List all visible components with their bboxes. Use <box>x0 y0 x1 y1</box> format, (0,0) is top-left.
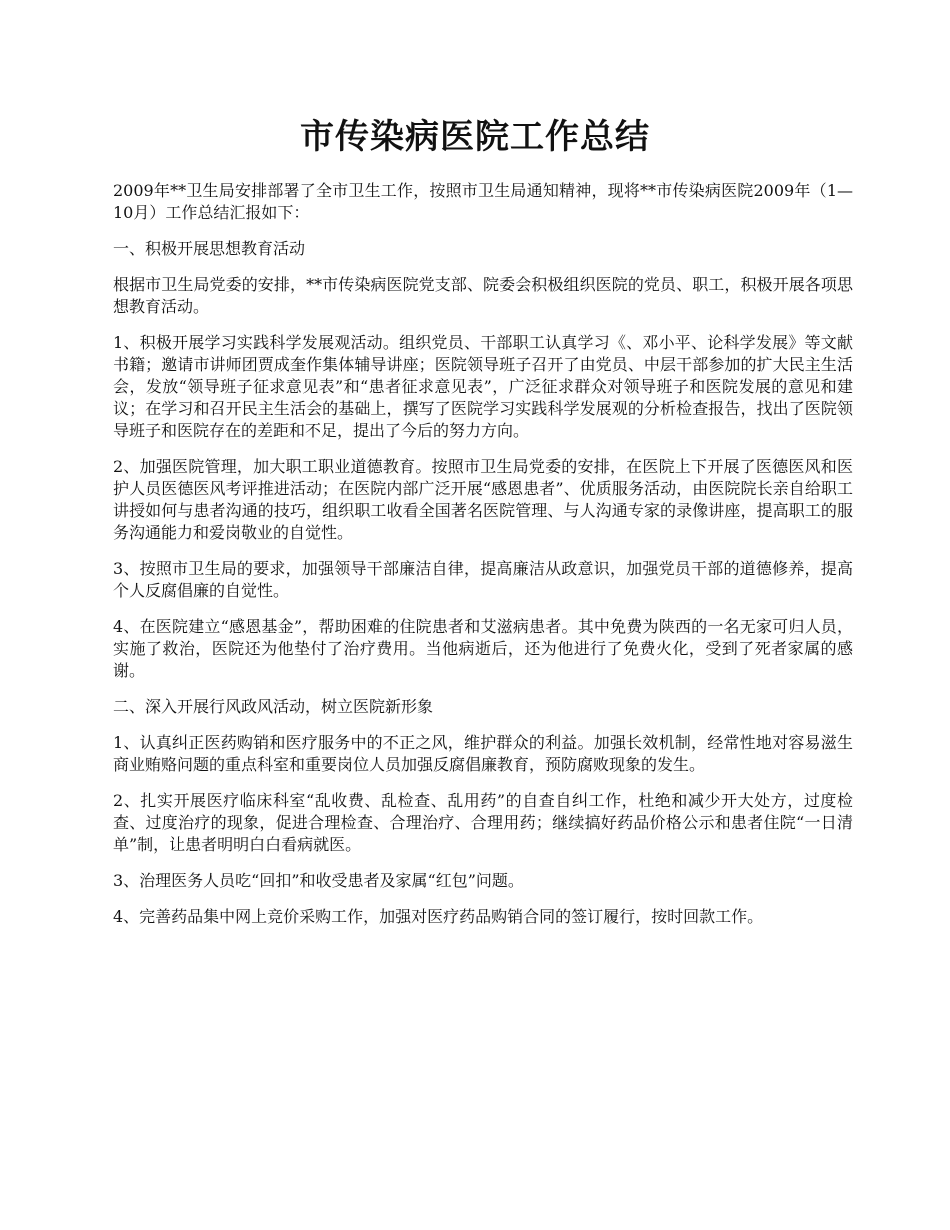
section-2-item-3: 3、治理医务人员吃“回扣”和收受患者及家属“红包”问题。 <box>113 871 524 890</box>
section-heading-1: 一、积极开展思想教育活动 <box>113 239 306 258</box>
section-1-intro: 根据市卫生局党委的安排，**市传染病医院党支部、院委会积极组织医院的党员、职工，积极开展各项思想教育活动。 <box>113 275 853 316</box>
section-2-item-2: 2、扎实开展医疗临床科室“乱收费、乱检查、乱用药”的自查自纠工作，杜绝和减少开大处方，过度检查、过度治疗的现象，促进合理检查、合理治疗、合理用药；继续搞好药品价格公示和患者住院“一日清单”制，让患者明明白白看病就医。 <box>113 791 853 854</box>
section-heading-2: 二、深入开展行风政风活动，树立医院新形象 <box>113 697 434 716</box>
document-body <box>113 180 853 942</box>
section-1-item-2: 2、加强医院管理，加大职工职业道德教育。按照市卫生局党委的安排，在医院上下开展了医德医风和医护人员医德医风考评推进活动；在医院内部广泛开展“感恩患者”、优质服务活动，由医院院长亲自给职工讲授如何与患者沟通的技巧，组织职工收看全国著名医院管理、与人沟通专家的录像讲座，提高职工的服务沟通能力和爱岗敬业的自觉性。 <box>113 457 853 542</box>
page-title: 市传染病医院工作总结 <box>300 117 650 157</box>
section-2-item-4: 4、完善药品集中网上竞价采购工作，加强对医疗药品购销合同的签订履行，按时回款工作。 <box>113 907 764 926</box>
intro-paragraph: 2009年**卫生局安排部署了全市卫生工作，按照市卫生局通知精神，现将**市传染病医院2009年（1—10月）工作总结汇报如下： <box>113 181 853 222</box>
section-1-item-3: 3、按照市卫生局的要求，加强领导干部廉洁自律，提高廉洁从政意识，加强党员干部的道德修养，提高个人反腐倡廉的自觉性。 <box>113 559 853 600</box>
section-1-item-4: 4、在医院建立“感恩基金”，帮助困难的住院患者和艾滋病患者。其中免费为陕西的一名无家可归人员，实施了救治，医院还为他垫付了治疗费用。当他病逝后，还为他进行了免费火化，受到了死者家属的感谢。 <box>113 617 853 680</box>
section-1-item-1: 1、积极开展学习实践科学发展观活动。组织党员、干部职工认真学习《、邓小平、论科学发展》等文献书籍；邀请市讲师团贾成奎作集体辅导讲座；医院领导班子召开了由党员、中层干部参加的扩大民主生活会，发放“领导班子征求意见表”和“患者征求意见表”，广泛征求群众对领导班子和医院发展的意见和建议；在学习和召开民主生活会的基础上，撰写了医院学习实践科学发展观的分析检查报告，找出了医院领导班子和医院存在的差距和不足，提出了今后的努力方向。 <box>113 333 853 440</box>
section-2-item-1: 1、认真纠正医药购销和医疗服务中的不正之风，维护群众的利益。加强长效机制，经常性地对容易滋生商业贿赂问题的重点科室和重要岗位人员加强反腐倡廉教育，预防腐败现象的发生。 <box>113 733 853 774</box>
